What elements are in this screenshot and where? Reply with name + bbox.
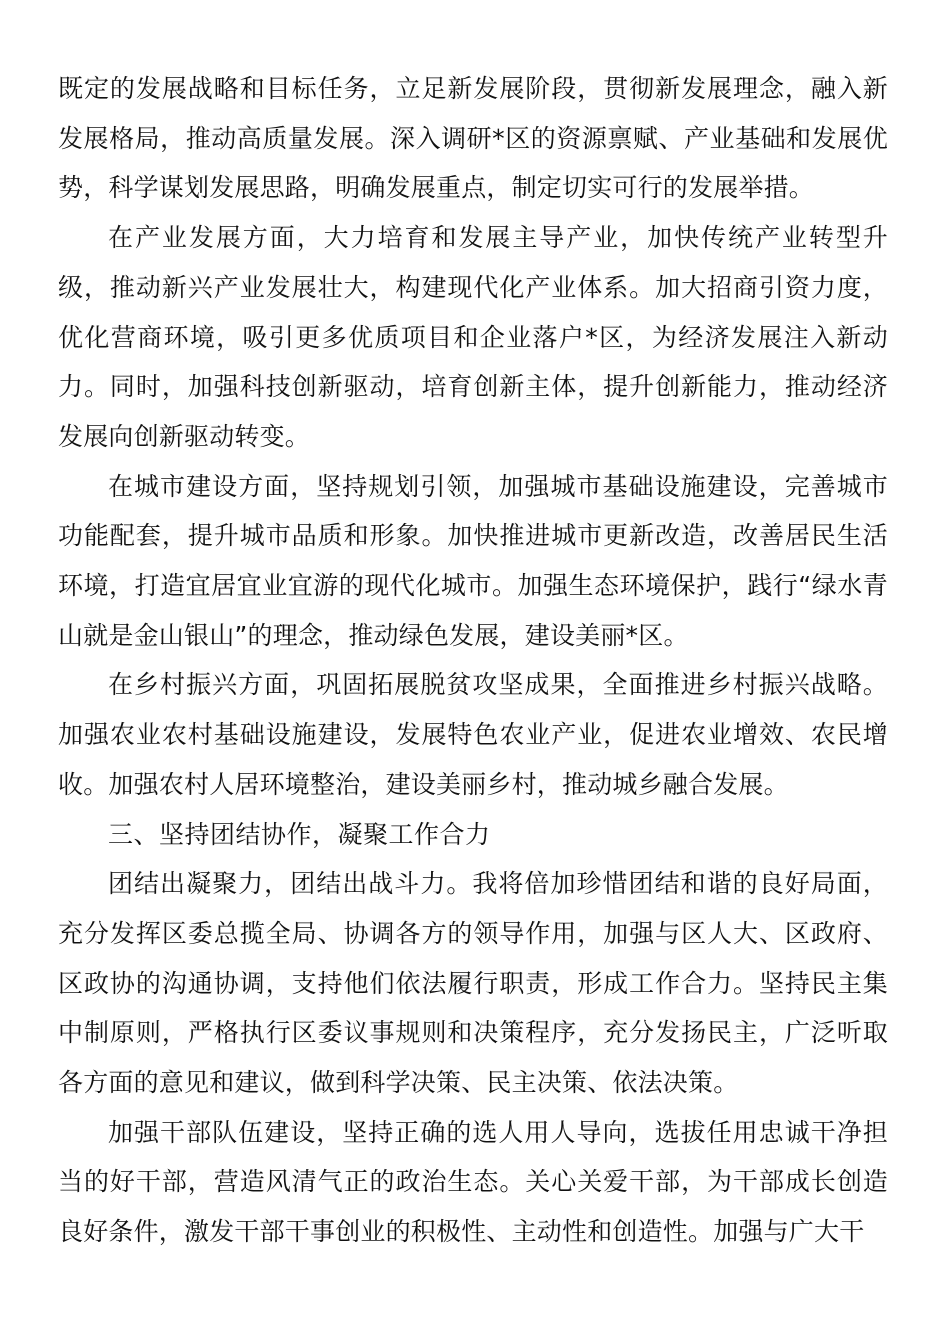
- section-heading-unity: 三、坚持团结协作，凝聚工作合力: [108, 819, 491, 849]
- paragraph-cadre-building: 加强干部队伍建设，坚持正确的选人用人导向，选拔任用忠诚干净担当的好干部，营造风清气正的政治生态。关心关爱干部，为干部成长创造良好条件，激发干部干事创业的积极性、主动性和创造性。加强与广大干: [58, 1117, 888, 1247]
- paragraph-rural-revitalization: 在乡村振兴方面，巩固拓展脱贫攻坚成果，全面推进乡村振兴战略。加强农业农村基础设施建设，发展特色农业产业，促进农业增效、农民增收。加强农村人居环境整治，建设美丽乡村，推动城乡融合发展。: [58, 670, 888, 799]
- paragraph-development-strategy: 既定的发展战略和目标任务，立足新发展阶段，贯彻新发展理念，融入新发展格局，推动高质量发展。深入调研*区的资源禀赋、产业基础和发展优势，科学谋划发展思路，明确发展重点，制定切实可行的发展举措。: [58, 74, 888, 203]
- document-page: [58, 64, 888, 1257]
- paragraph-unity-cooperation: 团结出凝聚力，团结出战斗力。我将倍加珍惜团结和谐的良好局面，充分发挥区委总揽全局、协调各方的领导作用，加强与区人大、区政府、区政协的沟通协调，支持他们依法履行职责，形成工作合力。坚持民主集中制原则，严格执行区委议事规则和决策程序，充分发扬民主，广泛听取各方面的意见和建议，做到科学决策、民主决策、依法决策。: [58, 869, 888, 1098]
- paragraph-urban-construction: 在城市建设方面，坚持规划引领，加强城市基础设施建设，完善城市功能配套，提升城市品质和形象。加快推进城市更新改造，改善居民生活环境，打造宜居宜业宜游的现代化城市。加强生态环境保护，践行“绿水青山就是金山银山”的理念，推动绿色发展，建设美丽*区。: [58, 471, 888, 650]
- paragraph-industry-development: 在产业发展方面，大力培育和发展主导产业，加快传统产业转型升级，推动新兴产业发展壮大，构建现代化产业体系。加大招商引资力度，优化营商环境，吸引更多优质项目和企业落户*区，为经济发展注入新动力。同时，加强科技创新驱动，培育创新主体，提升创新能力，推动经济发展向创新驱动转变。: [58, 223, 888, 451]
